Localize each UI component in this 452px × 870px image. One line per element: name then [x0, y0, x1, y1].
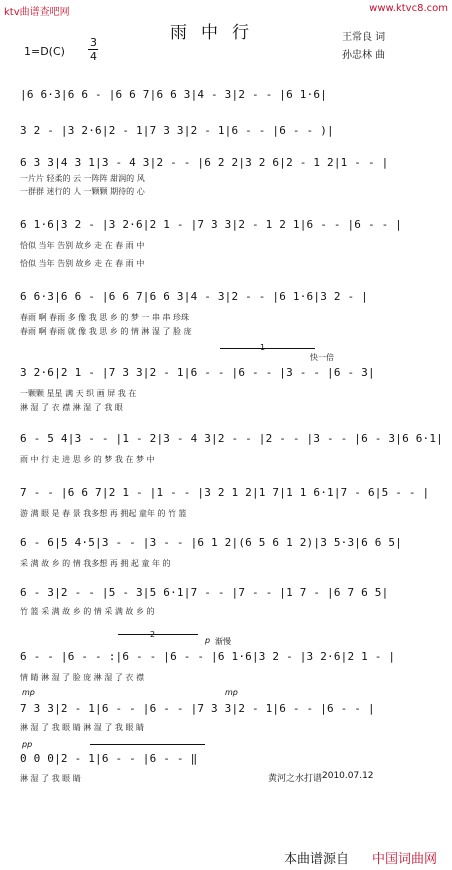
score-row-2: 3 2 - |3 2·6|2 - 1|7 3 3|2 - 1|6 - - |6 - - )|	[20, 124, 334, 137]
composer-credit: 孙忠林 曲	[342, 50, 386, 61]
transcribe-date: 2010.07.12	[322, 771, 374, 781]
dynamic-p: p	[205, 636, 211, 645]
score-row-6: 3 2·6|2 1 - |7 3 3|2 - 1|6 - - |6 - - |3 - - |6 - 3|	[20, 366, 375, 379]
dynamic-mp-1: mp	[22, 688, 35, 697]
score-row-9: 6 - 6|5 4·5|3 - - |3 - - |6 1 2|(6 5 6 1 2)|3 5·3|6 6 5|	[20, 536, 403, 549]
score-row-1: |6 6·3|6 6 - |6 6 7|6 6 3|4 - 3|2 - - |6 1·6|	[20, 88, 328, 101]
tempo-mark: 快一倍	[310, 353, 334, 362]
lyric-row-12: 淋 湿 了 我 眼 睛 淋 湿 了 我 眼 睛	[20, 723, 144, 732]
footer-site: 中国词曲网	[372, 852, 438, 867]
score-row-11: 6 - - |6 - - :|6 - - |6 - - |6 1·6|3 2 - |3 2·6|2 1 - |	[20, 650, 396, 663]
lyric-row-3a: 一片片 轻柔的 云 一阵阵 甜润的 风	[20, 174, 145, 183]
lyric-row-6a: 一颗颗 星星 满 天 织 画 屏 我 在	[20, 389, 137, 398]
ending-tie	[90, 744, 205, 745]
volta-mark-1: 1	[260, 343, 266, 352]
lyric-row-4a: 恰似 当年 告别 故乡 走 在 春 雨 中	[20, 241, 145, 250]
volta-bracket	[220, 348, 315, 349]
score-row-5: 6 6·3|6 6 - |6 6 7|6 6 3|4 - 3|2 - - |6 1·6|3 2 - |	[20, 290, 368, 303]
score-row-3: 6 3 3|4 3 1|3 - 4 3|2 - - |6 2 2|3 2 6|2 - 1 2|1 - - |	[20, 156, 389, 169]
transcriber: 黄河之水打谱	[268, 774, 323, 784]
lyric-row-5a: 春雨 啊 春雨 多 像 我 思 乡 的 梦 一 串 串 珍珠	[20, 313, 190, 322]
lyricist-credit: 王常良 词	[342, 32, 386, 43]
score-row-8: 7 - - |6 6 7|2 1 - |1 - - |3 2 1 2|1 7|1 1 6·1|7 - 6|5 - - |	[20, 486, 430, 499]
volta-bracket-2	[118, 634, 198, 635]
watermark-left: ktv曲谱查吧网	[4, 7, 70, 18]
cresc-mark: 渐慢	[215, 637, 231, 646]
time-signature-bottom: 4	[90, 50, 97, 63]
lyric-row-8: 游 满 眼 是 春 景 我多想 再 拥起 童年 的 竹 篮	[20, 509, 187, 518]
dynamic-pp: pp	[22, 740, 33, 749]
lyric-row-11: 情 睛 淋 湿 了 脸 庞 淋 湿 了 衣 襟	[20, 673, 144, 682]
dynamic-mp-2: mp	[225, 688, 238, 697]
lyric-row-5b: 春雨 啊 春雨 就 像 我 思 乡 的 情 淋 湿 了 脸 庞	[20, 327, 192, 336]
volta-mark-2: 2	[150, 630, 156, 639]
key-signature: 1=D(C)	[24, 45, 65, 58]
footer-source: 本曲谱源自	[284, 852, 350, 867]
lyric-row-9: 采 满 故 乡 的 情 我多想 再 拥 起 童 年 的	[20, 559, 171, 568]
lyric-row-7: 雨 中 行 走 进 思 乡 的 梦 我 在 梦 中	[20, 455, 155, 464]
time-signature-top: 3	[90, 36, 97, 49]
lyric-row-3b: 一群群 迷行的 人 一颗颗 期待的 心	[20, 187, 145, 196]
score-row-7: 6 - 5 4|3 - - |1 - 2|3 - 4 3|2 - - |2 - - |3 - - |6 - 3|6 6·1|	[20, 432, 443, 445]
score-row-10: 6 - 3|2 - - |5 - 3|5 6·1|7 - - |7 - - |1 7 - |6 7 6 5|	[20, 586, 389, 599]
score-row-13: 0 0 0|2 - 1|6 - - |6 - - ‖	[20, 752, 198, 765]
watermark-right: www.ktvc8.com	[369, 3, 448, 14]
lyric-row-10: 竹 篮 采 满 故 乡 的 情 采 满 故 乡 的	[20, 607, 155, 616]
score-row-12: 7 3 3|2 - 1|6 - - |6 - - |7 3 3|2 - 1|6 - - |6 - - |	[20, 702, 375, 715]
lyric-row-13: 淋 湿 了 我 眼 睛	[20, 774, 81, 783]
score-row-4: 6 1·6|3 2 - |3 2·6|2 1 - |7 3 3|2 - 1 2 1|6 - - |6 - - |	[20, 218, 403, 231]
lyric-row-6b: 淋 湿 了 衣 襟 淋 湿 了 我 眼	[20, 403, 123, 412]
song-title: 雨中行	[170, 23, 263, 43]
lyric-row-4b: 恰似 当年 告别 故乡 走 在 春 雨 中	[20, 259, 145, 268]
